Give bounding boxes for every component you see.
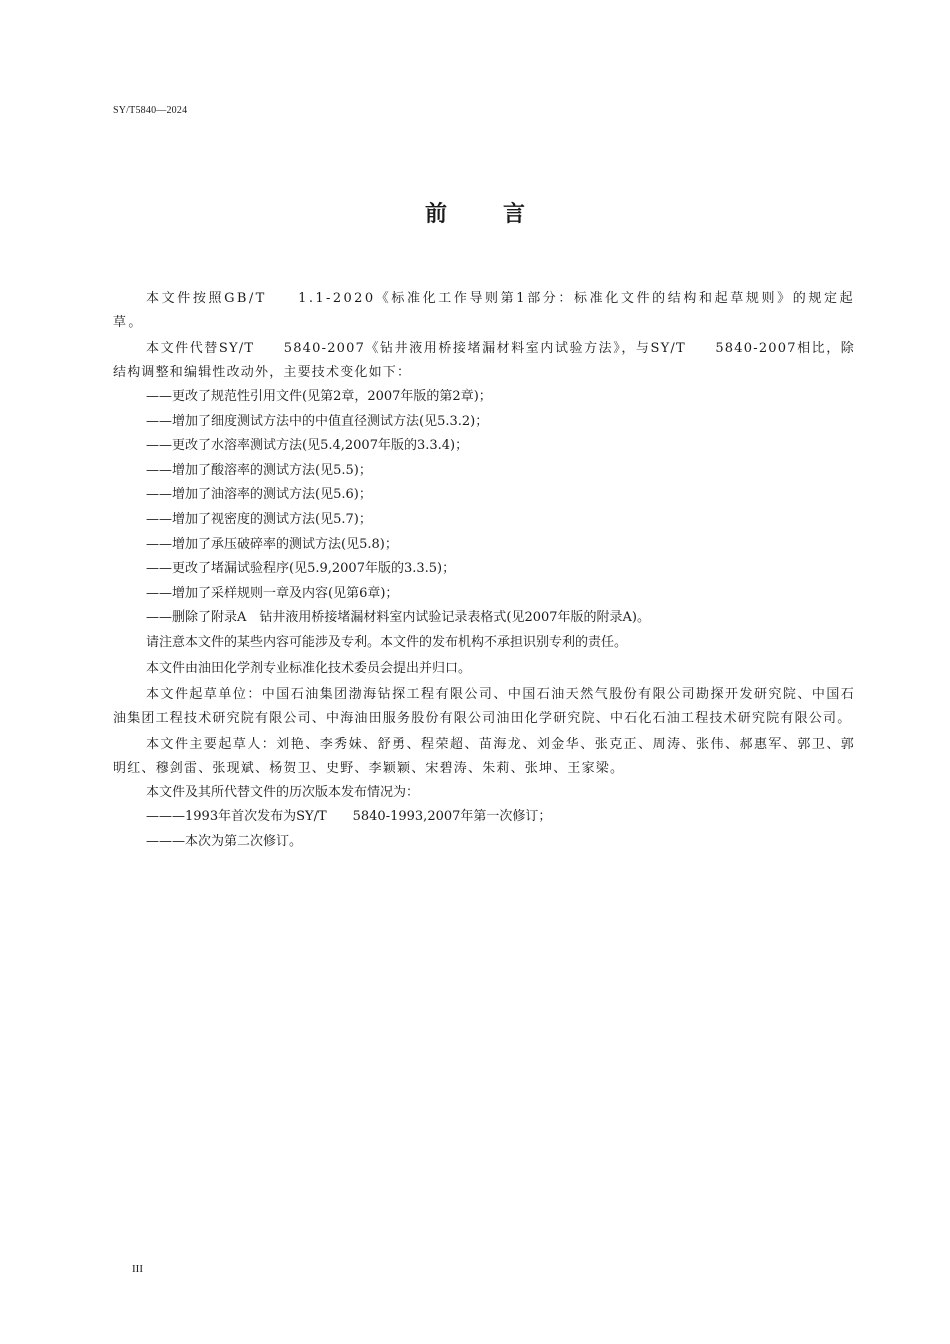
foreword-body bbox=[113, 287, 855, 854]
history-list bbox=[113, 805, 855, 854]
title-char-1: 前 bbox=[424, 202, 447, 227]
drafting-units: 本文件起草单位：中国石油集团渤海钻探工程有限公司、中国石油天然气股份有限公司勘探开发研究院、中国石油集团工程技术研究院有限公司、中海油田服务股份有限公司油田化学研究院、中石化石油工程技术研究院有限公司。 bbox=[113, 686, 855, 726]
paragraph-drafting-rules: 本文件按照GB/T 1.1-2020《标准化工作导则第1部分：标准化文件的结构和起草规则》的规定起草。 bbox=[113, 291, 855, 330]
list-item: ——更改了水溶率测试方法(见5.4,2007年版的3.3.4)； bbox=[146, 438, 469, 454]
page-title bbox=[0, 197, 950, 228]
list-item: ——增加了细度测试方法中的中值直径测试方法(见5.3.2)； bbox=[146, 413, 489, 429]
title-char-2: 言 bbox=[503, 202, 526, 227]
paragraph-replacement: 本文件代替SY/T 5840-2007《钻井液用桥接堵漏材料室内试验方法》，与SY/T 5840-2007相比，除结构调整和编辑性改动外，主要技术变化如下： bbox=[113, 341, 855, 380]
list-item: ——增加了承压破碎率的测试方法(见5.8)； bbox=[146, 536, 398, 552]
list-item: ——增加了视密度的测试方法(见5.7)； bbox=[146, 511, 372, 527]
list-item: ——增加了采样规则一章及内容(见第6章)； bbox=[146, 585, 399, 601]
page-number: III bbox=[132, 1263, 143, 1275]
patent-notice: 请注意本文件的某些内容可能涉及专利。本文件的发布机构不承担识别专利的责任。 bbox=[146, 634, 628, 650]
list-item: ———1993年首次发布为SY/T 5840-1993,2007年第一次修订； bbox=[146, 808, 552, 824]
changes-list bbox=[113, 385, 855, 631]
history-intro: 本文件及其所代替文件的历次版本发布情况为： bbox=[146, 784, 420, 800]
list-item: ——更改了堵漏试验程序(见5.9,2007年版的3.3.5)； bbox=[146, 561, 456, 577]
list-item: ——更改了规范性引用文件(见第2章，2007年版的第2章)； bbox=[146, 389, 492, 404]
document-code: SY/T5840—2024 bbox=[113, 105, 188, 116]
list-item: ——增加了油溶率的测试方法(见5.6)； bbox=[146, 487, 372, 503]
list-item: ——增加了酸溶率的测试方法(见5.5)； bbox=[146, 462, 372, 478]
list-item: ———本次为第二次修订。 bbox=[146, 833, 303, 849]
list-item: ——删除了附录A 钻井液用桥接堵漏材料室内试验记录表格式(见2007年版的附录A)。 bbox=[146, 610, 651, 626]
main-drafters: 本文件主要起草人：刘艳、李秀妹、舒勇、程荣超、苗海龙、刘金华、张克正、周涛、张伟、郝惠军、郭卫、郭明红、穆剑雷、张现斌、杨贺卫、史野、李颖颖、宋碧涛、朱莉、张坤、王家梁。 bbox=[113, 736, 855, 776]
proposer-statement: 本文件由油田化学剂专业标准化技术委员会提出并归口。 bbox=[146, 660, 472, 676]
